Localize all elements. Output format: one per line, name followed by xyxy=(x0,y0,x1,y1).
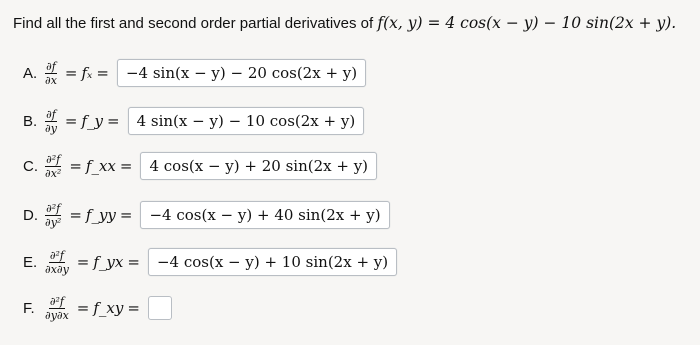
question-text xyxy=(13,14,676,32)
option-letter: A. xyxy=(23,64,38,82)
answer-field[interactable]: −4 sin(x − y) − 20 cos(2x + y) xyxy=(117,59,366,87)
equals-sign: = xyxy=(69,206,82,224)
option-d xyxy=(23,198,390,232)
answer-field-empty[interactable] xyxy=(148,296,172,320)
derivative-fraction xyxy=(45,250,69,275)
option-a xyxy=(23,56,366,90)
fraction-denominator: ∂y² xyxy=(45,215,62,229)
option-letter: C. xyxy=(23,157,38,175)
option-c xyxy=(23,149,377,183)
equals-sign: = xyxy=(76,253,90,271)
fraction-numerator: ∂f xyxy=(46,59,56,73)
derivative-fraction xyxy=(45,61,57,86)
question-prefix: Find all the first and second order partial derivatives of xyxy=(13,15,378,32)
option-letter: D. xyxy=(23,206,38,224)
fraction-denominator: ∂x∂y xyxy=(45,262,69,276)
derivative-fraction xyxy=(45,203,61,228)
derivative-symbol: f_y xyxy=(81,112,104,130)
equals-sign: = xyxy=(96,64,109,82)
derivative-fraction xyxy=(45,109,57,134)
derivative-symbol: f_xy xyxy=(93,299,124,317)
derivative-symbol: f_yx xyxy=(93,253,124,271)
equals-sign: = xyxy=(69,157,82,175)
derivative-symbol: fₓ xyxy=(81,64,93,82)
function-expression: f(x, y) = 4 cos(x − y) − 10 sin(2x + y). xyxy=(377,14,677,32)
answer-field[interactable]: −4 cos(x − y) + 10 sin(2x + y) xyxy=(148,248,397,276)
fraction-denominator: ∂y xyxy=(45,121,57,135)
option-f xyxy=(23,291,172,325)
fraction-denominator: ∂x xyxy=(45,73,57,87)
fraction-numerator: ∂²f xyxy=(49,294,64,308)
equals-sign: = xyxy=(127,299,140,317)
equals-sign: = xyxy=(107,112,120,130)
fraction-denominator: ∂y∂x xyxy=(45,308,69,322)
derivative-symbol: f_xx xyxy=(85,157,116,175)
option-letter: E. xyxy=(23,253,38,271)
derivative-fraction xyxy=(45,154,61,179)
option-b xyxy=(23,104,364,138)
equals-sign: = xyxy=(119,157,133,175)
fraction-denominator: ∂x² xyxy=(45,166,62,180)
option-e xyxy=(23,245,397,279)
equals-sign: = xyxy=(64,64,78,82)
fraction-numerator: ∂²f xyxy=(49,248,64,262)
fraction-numerator: ∂f xyxy=(46,107,56,121)
option-letter: B. xyxy=(23,112,38,130)
answer-field[interactable]: 4 sin(x − y) − 10 cos(2x + y) xyxy=(128,107,365,135)
option-letter: F. xyxy=(23,299,35,317)
equals-sign: = xyxy=(119,206,133,224)
answer-field[interactable]: −4 cos(x − y) + 40 sin(2x + y) xyxy=(140,201,389,229)
fraction-numerator: ∂²f xyxy=(46,201,61,215)
answer-field[interactable]: 4 cos(x − y) + 20 sin(2x + y) xyxy=(140,152,377,180)
equals-sign: = xyxy=(127,253,140,271)
equals-sign: = xyxy=(76,299,90,317)
equals-sign: = xyxy=(64,112,78,130)
derivative-fraction xyxy=(45,296,69,321)
derivative-symbol: f_yy xyxy=(85,206,116,224)
fraction-numerator: ∂²f xyxy=(46,152,61,166)
